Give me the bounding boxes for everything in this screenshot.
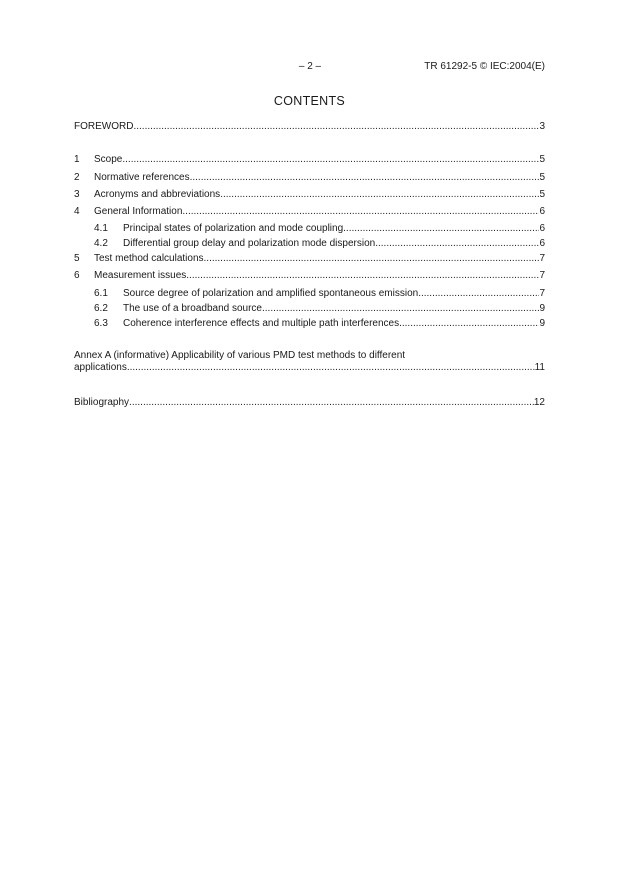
toc-entry-6-3[interactable]	[94, 318, 545, 330]
toc-leader-dots	[399, 318, 539, 330]
contents-title: CONTENTS	[273, 94, 346, 108]
toc-leader-dots	[133, 121, 539, 133]
toc-entry-foreword[interactable]	[74, 121, 545, 133]
toc-entry-4-1[interactable]	[94, 223, 545, 235]
toc-entry-4[interactable]	[74, 206, 545, 218]
toc-entry-page: 5	[539, 189, 545, 200]
toc-entry-number: 3	[74, 189, 80, 200]
toc-entry-annex-a-line1[interactable]: Annex A (informative) Applicability of various PMD test methods to different	[74, 350, 406, 361]
toc-entry-6-2[interactable]	[94, 303, 545, 315]
toc-entry-bibliography[interactable]	[74, 397, 545, 409]
toc-entry-annex-a[interactable]	[74, 362, 545, 374]
toc-entry-number: 4.2	[94, 238, 108, 249]
toc-entry-label: Scope	[94, 154, 123, 165]
toc-entry-label: Measurement issues	[94, 270, 187, 281]
toc-entry-label: applications	[74, 362, 127, 373]
toc-entry-label: Acronyms and abbreviations	[94, 189, 221, 200]
toc-entry-page: 5	[539, 154, 545, 165]
toc-entry-number: 6.2	[94, 303, 108, 314]
toc-leader-dots	[418, 288, 539, 300]
toc-entry-6[interactable]	[74, 270, 545, 282]
toc-entry-4-2[interactable]	[94, 238, 545, 250]
toc-entry-3[interactable]	[74, 189, 545, 201]
toc-entry-5[interactable]	[74, 253, 545, 265]
toc-entry-label: Principal states of polarization and mode coupling	[123, 223, 344, 234]
toc-entry-number: 1	[74, 154, 80, 165]
toc-entry-number: 4	[74, 206, 80, 217]
toc-entry-page: 12	[533, 397, 545, 408]
toc-entry-page: 7	[539, 270, 545, 281]
toc-leader-dots	[122, 154, 539, 166]
toc-entry-2[interactable]	[74, 172, 545, 184]
toc-leader-dots	[204, 253, 540, 265]
toc-entry-label: General Information	[94, 206, 183, 217]
toc-leader-dots	[186, 270, 539, 282]
toc-leader-dots	[262, 303, 539, 315]
toc-entry-page: 7	[539, 288, 545, 299]
toc-entry-number: 6.1	[94, 288, 108, 299]
toc-leader-dots	[343, 223, 539, 235]
toc-entry-number: 5	[74, 253, 80, 264]
toc-entry-label: FOREWORD	[74, 121, 134, 132]
toc-entry-number: 2	[74, 172, 80, 183]
toc-entry-page: 6	[539, 223, 545, 234]
standard-reference: TR 61292-5 © IEC:2004(E)	[424, 61, 545, 72]
toc-entry-1[interactable]	[74, 154, 545, 166]
toc-leader-dots	[375, 238, 539, 250]
toc-entry-page: 9	[539, 318, 545, 329]
toc-entry-page: 11	[534, 362, 545, 373]
toc-entry-label: Source degree of polarization and amplified spontaneous emission	[123, 288, 419, 299]
toc-leader-dots	[127, 362, 535, 374]
toc-entry-label: Normative references	[94, 172, 190, 183]
toc-entry-page: 6	[539, 238, 545, 249]
toc-entry-label: Differential group delay and polarization mode dispersion	[123, 238, 376, 249]
toc-leader-dots	[182, 206, 539, 218]
toc-entry-number: 6.3	[94, 318, 108, 329]
toc-leader-dots	[190, 172, 540, 184]
toc-entry-number: 4.1	[94, 223, 108, 234]
toc-entry-page: 3	[539, 121, 545, 132]
toc-entry-number: 6	[74, 270, 80, 281]
toc-entry-6-1[interactable]	[94, 288, 545, 300]
toc-entry-page: 5	[539, 172, 545, 183]
page-number: – 2 –	[298, 61, 322, 72]
toc-entry-page: 9	[539, 303, 545, 314]
toc-entry-page: 7	[539, 253, 545, 264]
toc-entry-page: 6	[539, 206, 545, 217]
toc-entry-label: Bibliography	[74, 397, 130, 408]
toc-entry-label: Coherence interference effects and multiple path interferences	[123, 318, 400, 329]
toc-entry-label: The use of a broadband source	[123, 303, 262, 314]
toc-entry-label: Test method calculations	[94, 253, 204, 264]
toc-leader-dots	[220, 189, 539, 201]
toc-leader-dots	[129, 397, 534, 409]
